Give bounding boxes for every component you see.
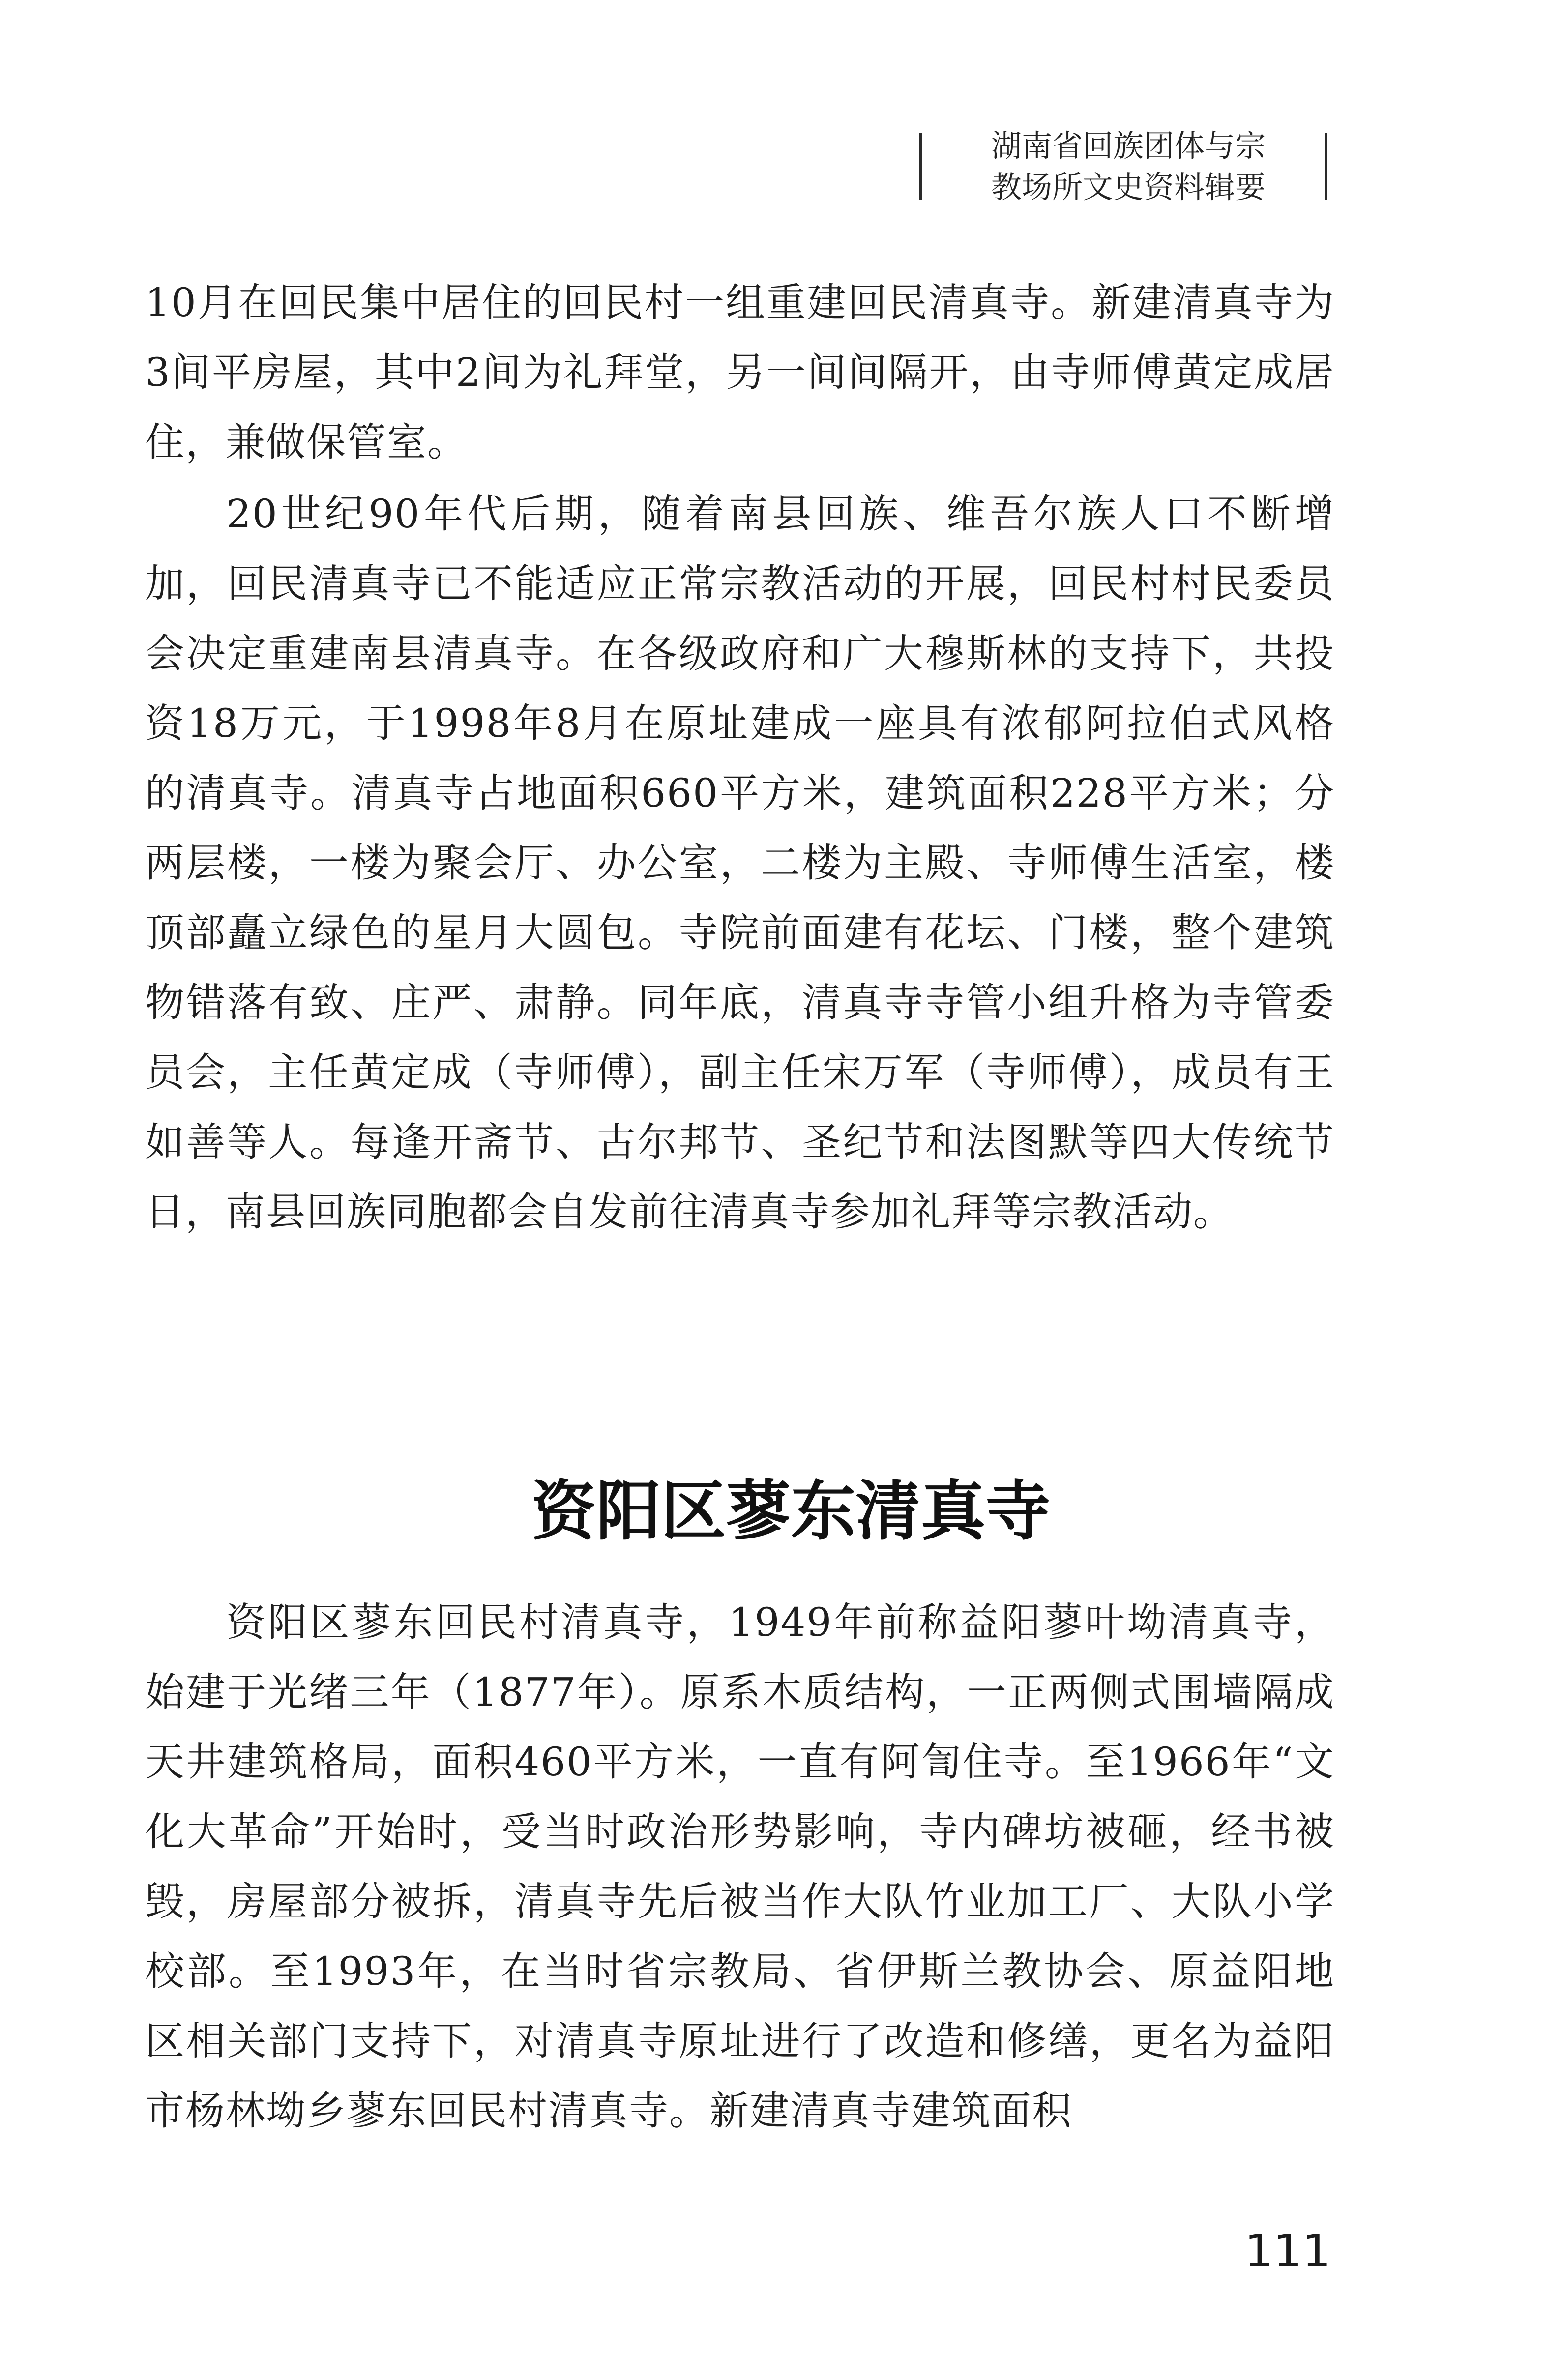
paragraph-nanxian-rebuild: 20世纪90年代后期，随着南县回族、维吾尔族人口不断增加，回民清真寺已不能适应正常宗教活动的开展，回民村村民委员会决定重建南县清真寺。在各级政府和广大穆斯林的支持下，共投资18万元，于1998年8月在原址建成一座具有浓郁阿拉伯式风格的清真寺。清真寺占地面积660平方米，建筑面积228平方米；分两层楼，一楼为聚会厅、办公室，二楼为主殿、寺师傅生活室，楼顶部矗立绿色的星月大圆包。寺院前面建有花坛、门楼，整个建筑物错落有致、庄严、肃静。同年底，清真寺寺管小组升格为寺管委员会，主任黄定成（寺师傅），副主任宋万军（寺师傅），成员有王如善等人。每逢开斋节、古尔邦节、圣纪节和法图默等四大传统节日，南县回族同胞都会自发前往清真寺参加礼拜等宗教活动。 [145,491,1335,1235]
header-title-line-2: 教场所文史资料辑要 [991,169,1266,205]
header-title [949,125,1308,208]
nanxian-paragraph-block [145,479,1335,1247]
header-title-line-1: 湖南省回族团体与宗 [991,128,1266,164]
section-body [145,1588,1335,2146]
running-header [919,125,1335,204]
continued-paragraph-block [145,268,1335,477]
header-rule-left [919,133,922,200]
page-number: 111 [1244,2225,1331,2277]
paragraph-section-body: 资阳区蓼东回民村清真寺，1949年前称益阳蓼叶坳清真寺，始建于光绪三年（1877年）。原系木质结构，一正两侧式围墙隔成天井建筑格局，面积460平方米，一直有阿訇住寺。至1966年“文化大革命”开始时，受当时政治形势影响，寺内碑坊被砸，经书被毁，房屋部分被拆，清真寺先后被当作大队竹业加工厂、大队小学校部。至1993年，在当时省宗教局、省伊斯兰教协会、原益阳地区相关部门支持下，对清真寺原址进行了改造和修缮，更名为益阳市杨林坳乡蓼东回民村清真寺。新建清真寺建筑面积 [145,1599,1335,2134]
paragraph-continued: 10月在回民集中居住的回民村一组重建回民清真寺。新建清真寺为3间平房屋，其中2间为礼拜堂，另一间间隔开，由寺师傅黄定成居住，兼做保管室。 [145,280,1335,465]
header-rule-right [1325,133,1327,200]
section-title: 资阳区蓼东清真寺 [531,1473,1051,1549]
